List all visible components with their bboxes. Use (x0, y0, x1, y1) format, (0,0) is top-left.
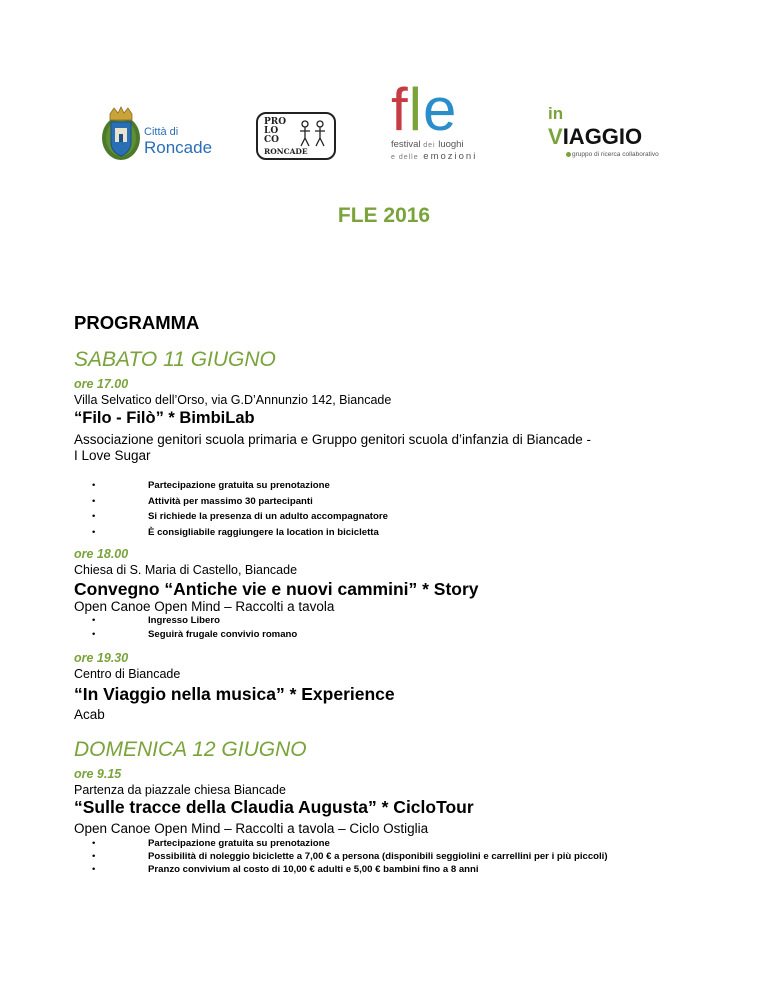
event-place: Villa Selvatico dell’Orso, via G.D’Annunzio 142, Biancade (74, 393, 392, 407)
fle-letter-f: f (391, 76, 409, 143)
event-bullet-list (92, 614, 297, 641)
list-item: • Pranzo convivium al costo di 10,00 € adulti e 5,00 € bambini fino a 8 anni (92, 864, 479, 875)
list-item-text: Attività per massimo 30 partecipanti (148, 495, 313, 507)
event-title: “Sulle tracce della Claudia Augusta” * CicloTour (74, 797, 474, 817)
list-item-text: Partecipazione gratuita su prenotazione (148, 480, 330, 491)
list-item: • Partecipazione gratuita su prenotazione (92, 838, 330, 849)
list-item: • Attività per massimo 30 partecipanti (92, 495, 313, 507)
fle-tag-word: e delle (391, 154, 419, 161)
list-item-text: Ingresso Libero (148, 615, 220, 626)
event-title: Convegno “Antiche vie e nuovi cammini” * Story (74, 579, 479, 599)
event-description: Open Canoe Open Mind – Raccolti a tavola – Ciclo Ostiglia (74, 821, 429, 836)
inviaggio-tagline: gruppo di ricerca collaborativo (572, 151, 659, 158)
proloco-line: PRO (264, 117, 287, 127)
event-description: Associazione genitori scuola primaria e Gruppo genitori scuola d’infanzia di Biancade - (74, 432, 592, 447)
pro-loco-roncade-logo (256, 112, 336, 160)
inviaggio-main-text (548, 124, 642, 150)
list-item-text: Seguirà frugale convivio romano (148, 628, 298, 640)
event-time: ore 17.00 (74, 377, 129, 391)
event-place: Chiesa di S. Maria di Castello, Biancade (74, 563, 298, 577)
list-item: • Ingresso Libero (92, 615, 220, 626)
programma-heading: PROGRAMMA (74, 312, 200, 333)
day-heading: SABATO 11 GIUGNO (74, 348, 276, 371)
day-heading: DOMENICA 12 GIUGNO (74, 738, 307, 761)
list-item: • Seguirà frugale convivio romano (92, 628, 298, 640)
inviaggio-in-text: in (548, 104, 564, 123)
fle-tagline-1 (391, 139, 464, 150)
event-bullet-list (92, 478, 388, 540)
roncade-logo-small-text: Città di (144, 126, 179, 138)
event-time: ore 18.00 (74, 547, 129, 561)
event-time: ore 9.15 (74, 767, 122, 781)
fle-letters (391, 76, 458, 143)
inviaggio-logo (548, 104, 678, 164)
list-item-text: Pranzo convivium al costo di 10,00 € adulti e 5,00 € bambini fino a 8 anni (148, 864, 479, 875)
inviaggio-dot-icon (566, 152, 571, 157)
fle-festival-logo (391, 76, 491, 166)
fle-tag-word: festival (391, 139, 421, 150)
citta-di-roncade-logo (100, 106, 220, 166)
roncade-crest-icon (100, 106, 142, 162)
fle-tag-word: dei (423, 142, 436, 149)
list-item: • Si richiede la presenza di un adulto accompagnatore (92, 511, 388, 522)
proloco-line: RONCADE (264, 147, 308, 156)
list-item-text: Possibilità di noleggio biciclette a 7,00 € a persona (disponibili seggiolini e carrellini per i più piccoli) (148, 851, 608, 862)
list-item-text: Si richiede la presenza di un adulto accompagnatore (148, 511, 388, 522)
event-place: Partenza da piazzale chiesa Biancade (74, 783, 286, 797)
fle-letter-e: e (423, 76, 458, 143)
event-title: “In Viaggio nella musica” * Experience (74, 684, 395, 704)
list-item-text: Partecipazione gratuita su prenotazione (148, 838, 330, 849)
roncade-logo-big-text: Roncade (144, 138, 213, 157)
list-item: • Possibilità di noleggio biciclette a 7,00 € a persona (disponibili seggiolini e carrellini per i più piccoli) (92, 851, 608, 862)
proloco-figures-icon (296, 118, 330, 148)
event-description: I Love Sugar (74, 448, 151, 463)
proloco-line: CO (264, 135, 280, 145)
document-title: FLE 2016 (337, 204, 431, 227)
event-description: Open Canoe Open Mind – Raccolti a tavola (74, 599, 335, 614)
event-title: “Filo - Filò” * BimbiLab (74, 409, 255, 427)
inviaggio-v: V (548, 124, 563, 149)
event-time: ore 19.30 (74, 651, 129, 665)
list-item: • Partecipazione gratuita su prenotazione (92, 480, 330, 491)
event-bullet-list (92, 837, 608, 876)
fle-tag-word: luoghi (438, 139, 464, 150)
list-item: • È consigliabile raggiungere la location in bicicletta (92, 526, 379, 538)
list-item-text: È consigliabile raggiungere la location in bicicletta (148, 526, 379, 538)
event-description: Acab (74, 707, 105, 722)
event-place: Centro di Biancade (74, 667, 181, 681)
inviaggio-rest: IAGGIO (562, 124, 643, 149)
fle-tag-word: emozioni (423, 151, 478, 162)
fle-letter-l: l (408, 76, 424, 143)
proloco-line: LO (264, 126, 279, 136)
fle-tagline-2 (391, 151, 477, 162)
